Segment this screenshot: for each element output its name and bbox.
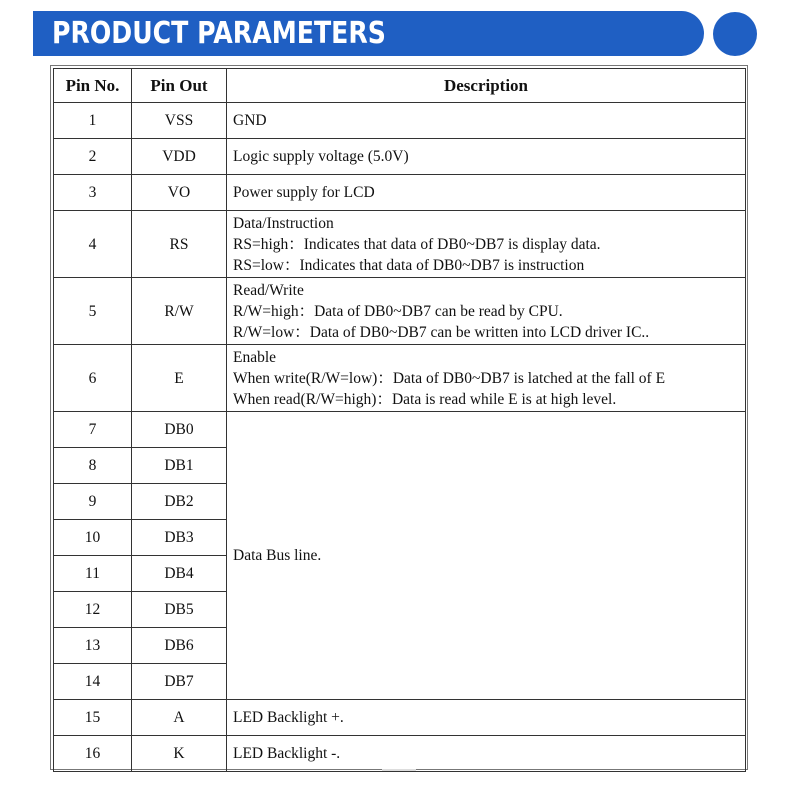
table-row	[54, 103, 746, 139]
divider	[382, 769, 416, 771]
table-row	[54, 412, 746, 448]
table-row	[54, 345, 746, 412]
pin-description: LED Backlight -.	[227, 736, 746, 772]
pin-number: 8	[54, 448, 132, 484]
pin-out: RS	[132, 211, 227, 278]
description-line: R/W=high：Data of DB0~DB7 can be read by CPU.	[233, 302, 563, 320]
table-row	[54, 139, 746, 175]
pin-out: R/W	[132, 278, 227, 345]
header-pin-out: Pin Out	[132, 69, 227, 103]
pin-description	[227, 278, 746, 345]
pin-number: 3	[54, 175, 132, 211]
pin-out: DB1	[132, 448, 227, 484]
pin-out: E	[132, 345, 227, 412]
pin-out: DB3	[132, 520, 227, 556]
pin-description: Power supply for LCD	[227, 175, 746, 211]
pin-description: Logic supply voltage (5.0V)	[227, 139, 746, 175]
pin-number: 5	[54, 278, 132, 345]
page-title: PRODUCT PARAMETERS	[52, 16, 386, 51]
pin-out: A	[132, 700, 227, 736]
data-bus-description: Data Bus line.	[227, 412, 746, 700]
description-line: Read/Write	[233, 281, 304, 299]
parameters-table-frame	[50, 65, 748, 770]
pin-number: 14	[54, 664, 132, 700]
description-line: Enable	[233, 348, 277, 366]
pin-out: VO	[132, 175, 227, 211]
header-description: Description	[227, 69, 746, 103]
table-row	[54, 278, 746, 345]
title-banner	[33, 11, 704, 56]
pin-out: DB2	[132, 484, 227, 520]
header-pin-no: Pin No.	[54, 69, 132, 103]
table-row	[54, 175, 746, 211]
pin-out: VDD	[132, 139, 227, 175]
pin-number: 4	[54, 211, 132, 278]
pin-out: K	[132, 736, 227, 772]
pin-number: 11	[54, 556, 132, 592]
pin-number: 10	[54, 520, 132, 556]
pin-out: DB7	[132, 664, 227, 700]
pin-out: DB4	[132, 556, 227, 592]
pin-out: DB5	[132, 592, 227, 628]
pin-number: 15	[54, 700, 132, 736]
pin-number: 12	[54, 592, 132, 628]
pin-number: 2	[54, 139, 132, 175]
pin-number: 7	[54, 412, 132, 448]
description-line: R/W=low：Data of DB0~DB7 can be written into LCD driver IC..	[233, 323, 650, 341]
description-line: When read(R/W=high)：Data is read while E is at high level.	[233, 390, 617, 408]
pin-number: 6	[54, 345, 132, 412]
description-line: RS=high：Indicates that data of DB0~DB7 is display data.	[233, 235, 601, 253]
description-line: When write(R/W=low)：Data of DB0~DB7 is latched at the fall of E	[233, 369, 666, 387]
pin-number: 13	[54, 628, 132, 664]
decorative-circle	[713, 12, 757, 56]
pin-parameters-table	[53, 68, 746, 772]
description-line: Data/Instruction	[233, 214, 334, 232]
table-header-row	[54, 69, 746, 103]
pin-description: LED Backlight +.	[227, 700, 746, 736]
pin-out: DB6	[132, 628, 227, 664]
pin-number: 16	[54, 736, 132, 772]
table-row	[54, 211, 746, 278]
pin-description	[227, 211, 746, 278]
table-row	[54, 700, 746, 736]
pin-out: VSS	[132, 103, 227, 139]
table-row	[54, 736, 746, 772]
description-line: RS=low：Indicates that data of DB0~DB7 is instruction	[233, 256, 585, 274]
pin-description	[227, 345, 746, 412]
pin-description: GND	[227, 103, 746, 139]
pin-number: 9	[54, 484, 132, 520]
pin-number: 1	[54, 103, 132, 139]
pin-out: DB0	[132, 412, 227, 448]
